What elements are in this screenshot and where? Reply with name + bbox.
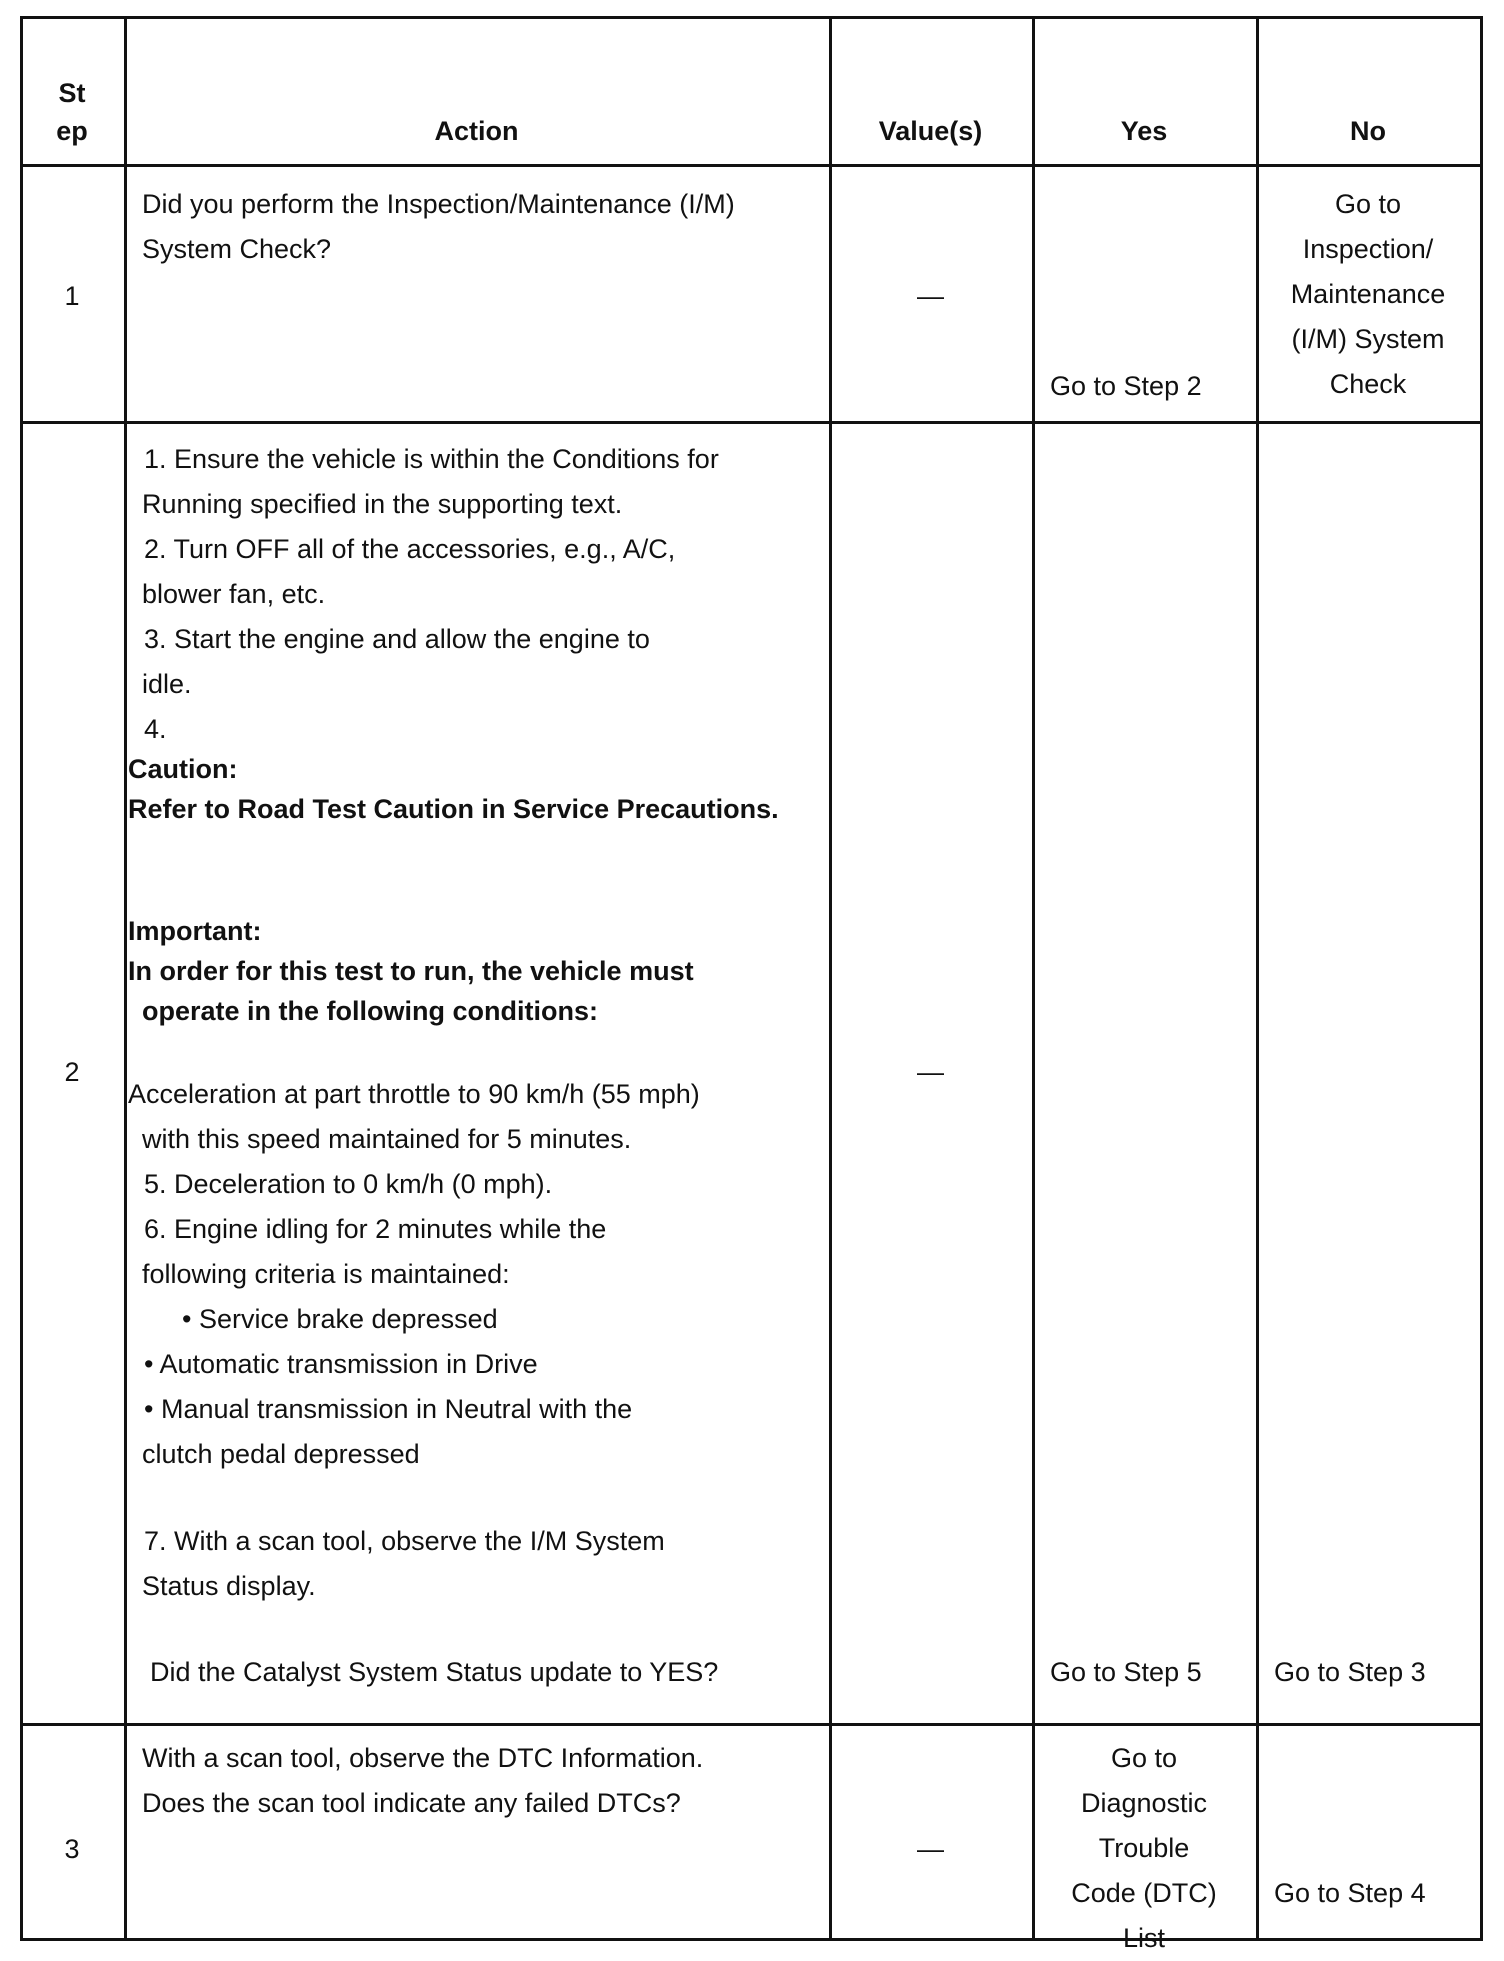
- action-question: Did the Catalyst System Status update to YES?: [150, 1657, 719, 1687]
- row-divider: [20, 1723, 1483, 1726]
- action-line: 1. Ensure the vehicle is within the Conditions for: [144, 444, 719, 474]
- important-text: In order for this test to run, the vehicle must: [128, 956, 694, 986]
- important-label: Important:: [128, 916, 262, 946]
- action-line: 3. Start the engine and allow the engine to: [144, 624, 650, 654]
- header-action: Action: [434, 116, 519, 146]
- header-no: No: [1350, 116, 1386, 146]
- value-cell: —: [917, 1057, 944, 1087]
- step-number: 3: [64, 1834, 80, 1864]
- value-cell: —: [917, 281, 944, 311]
- yes-cell: Go to Step 5: [1050, 1657, 1202, 1687]
- diagnostic-table: [20, 16, 1483, 1953]
- bullet-item: • Manual transmission in Neutral with the: [144, 1394, 633, 1424]
- column-divider: [1032, 16, 1035, 1941]
- no-cell: Go to Step 3: [1274, 1657, 1426, 1687]
- action-line: following criteria is maintained:: [142, 1259, 510, 1289]
- header-yes: Yes: [1120, 116, 1168, 146]
- action-line: 6. Engine idling for 2 minutes while the: [144, 1214, 607, 1244]
- table-border-bottom: [20, 1938, 1483, 1941]
- row-divider: [20, 421, 1483, 424]
- bullet-item: • Service brake depressed: [182, 1304, 498, 1334]
- action-line: blower fan, etc.: [142, 579, 326, 609]
- step-number: 2: [64, 1057, 80, 1087]
- column-divider: [124, 16, 127, 1941]
- yes-cell: Go to Diagnostic Trouble Code (DTC) List: [1071, 1743, 1217, 1953]
- action-line: 7. With a scan tool, observe the I/M System: [144, 1526, 665, 1556]
- action-line: 4.: [144, 714, 167, 744]
- important-text: operate in the following conditions:: [142, 996, 598, 1026]
- action-line: 2. Turn OFF all of the accessories, e.g., A/C,: [144, 534, 676, 564]
- no-cell: Go to Inspection/ Maintenance (I/M) System Check: [1290, 189, 1446, 399]
- step-number: 1: [64, 281, 80, 311]
- table-border-right: [1480, 16, 1483, 1941]
- value-cell: —: [917, 1834, 944, 1864]
- action-line: 5. Deceleration to 0 km/h (0 mph).: [144, 1169, 553, 1199]
- action-line: idle.: [142, 669, 192, 699]
- bullet-item: • Automatic transmission in Drive: [144, 1349, 538, 1379]
- yes-cell: Go to Step 2: [1050, 371, 1202, 401]
- action-cell: Did you perform the Inspection/Maintenance (I/M) System Check?: [142, 189, 735, 264]
- table-border-top: [20, 16, 1483, 19]
- caution-text: Refer to Road Test Caution in Service Precautions.: [128, 794, 779, 824]
- header-values: Value(s): [878, 116, 983, 146]
- no-cell: Go to Step 4: [1274, 1878, 1426, 1908]
- action-line: with this speed maintained for 5 minutes.: [142, 1124, 632, 1154]
- action-line: Status display.: [142, 1571, 316, 1601]
- caution-label: Caution:: [128, 754, 238, 784]
- header-divider: [20, 164, 1483, 167]
- action-cell: With a scan tool, observe the DTC Information. Does the scan tool indicate any failed DTCs?: [142, 1743, 704, 1818]
- header-step: St ep: [56, 78, 88, 146]
- action-line: clutch pedal depressed: [142, 1439, 420, 1469]
- action-line: Running specified in the supporting text.: [142, 489, 623, 519]
- action-line: Acceleration at part throttle to 90 km/h (55 mph): [128, 1079, 700, 1109]
